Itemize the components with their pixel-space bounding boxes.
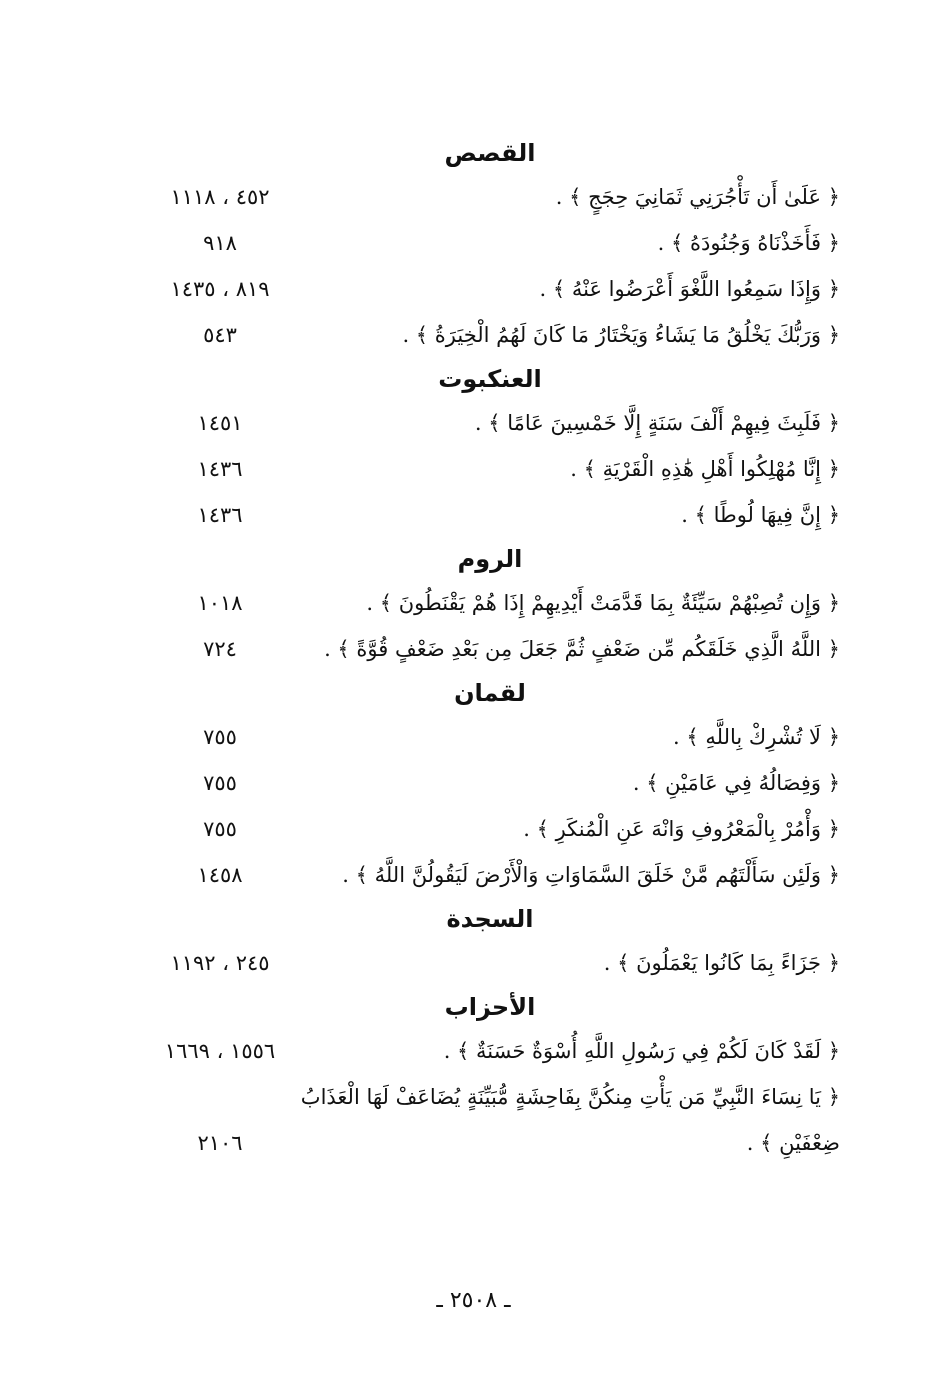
verse-entry <box>140 1074 840 1166</box>
page-references: ٧٥٥ <box>203 725 237 749</box>
verse-text: ﴿ لَقَدْ كَانَ لَكُمْ فِي رَسُولِ اللَّهِ أُسْوَةٌ حَسَنَةٌ ﴾ . <box>443 1039 840 1063</box>
page-references: ٧٥٥ <box>203 817 237 841</box>
surah-heading: لقمان <box>454 679 526 707</box>
verse-entry <box>140 174 840 220</box>
surah-heading: الأحزاب <box>444 993 536 1021</box>
page-references: ٥٤٣ <box>203 323 237 347</box>
page-references: ٢١٠٦ <box>197 1131 243 1155</box>
surah-heading: العنكبوت <box>438 365 542 393</box>
verse-text: ﴿ يَا نِسَاءَ النَّبِيِّ مَن يَأْتِ مِنكُنَّ بِفَاحِشَةٍ مُّبَيِّنَةٍ يُضَاعَفْ لَهَا الْعَذَابُ ضِعْفَيْنِ ﴾ . <box>300 1085 840 1155</box>
verse-entry <box>140 580 840 626</box>
page-references: ١٤٥٨ <box>197 863 243 887</box>
verse-entry <box>140 1028 840 1074</box>
verse-entry <box>140 940 840 986</box>
verse-text: ﴿ فَلَبِثَ فِيهِمْ أَلْفَ سَنَةٍ إِلَّا خَمْسِينَ عَامًا ﴾ . <box>474 411 840 435</box>
verse-entry <box>140 312 840 358</box>
verse-entry <box>140 446 840 492</box>
verse-text: ﴿ وَإِن تُصِبْهُمْ سَيِّئَةٌ بِمَا قَدَّمَتْ أَيْدِيهِمْ إِذَا هُمْ يَقْنَطُونَ ﴾ . <box>366 591 840 615</box>
page-references: ١٤٣٦ <box>197 503 243 527</box>
surah-heading: الروم <box>457 545 523 573</box>
surah-heading: السجدة <box>446 905 534 933</box>
page-references: ١٠١٨ <box>197 591 243 615</box>
page-references: ١٥٥٦ ، ١٦٦٩ <box>164 1039 276 1063</box>
verse-text: ﴿ وَرَبُّكَ يَخْلُقُ مَا يَشَاءُ وَيَخْتَارُ مَا كَانَ لَهُمُ الْخِيَرَةُ ﴾ . <box>402 323 840 347</box>
verse-text: ﴿ وَفِصَالُهُ فِي عَامَيْنِ ﴾ . <box>632 771 840 795</box>
verse-entry <box>140 806 840 852</box>
page-references: ١٤٥١ <box>197 411 243 435</box>
verse-entry <box>140 714 840 760</box>
verse-entry <box>140 760 840 806</box>
verse-entry <box>140 852 840 898</box>
verse-entry <box>140 400 840 446</box>
surah-heading: القصص <box>444 139 536 167</box>
verse-text: ﴿ جَزَاءً بِمَا كَانُوا يَعْمَلُونَ ﴾ . <box>603 951 840 975</box>
surah-section <box>140 898 840 986</box>
page-references: ١٤٣٦ <box>197 457 243 481</box>
verse-text: ﴿ لَا تُشْرِكْ بِاللَّهِ ﴾ . <box>673 725 840 749</box>
page-references: ٧٥٥ <box>203 771 237 795</box>
verse-index <box>140 132 840 1166</box>
page-references: ٩١٨ <box>203 231 237 255</box>
verse-text: ﴿ إِنَّا مُهْلِكُوا أَهْلِ هَٰذِهِ الْقَرْيَةِ ﴾ . <box>570 457 840 481</box>
surah-section <box>140 538 840 672</box>
page-number: ـ ٢٥٠٨ ـ <box>436 1288 511 1313</box>
verse-text: ﴿ وَإِذَا سَمِعُوا اللَّغْوَ أَعْرَضُوا عَنْهُ ﴾ . <box>539 277 840 301</box>
verse-text: ﴿ فَأَخَذْنَاهُ وَجُنُودَهُ ﴾ . <box>657 231 840 255</box>
surah-section <box>140 986 840 1166</box>
page-references: ٤٥٢ ، ١١١٨ <box>170 185 270 209</box>
verse-text: ﴿ وَلَئِن سَأَلْتَهُم مَّنْ خَلَقَ السَّمَاوَاتِ وَالْأَرْضَ لَيَقُولُنَّ اللَّهُ ﴾ . <box>342 863 840 887</box>
surah-section <box>140 132 840 358</box>
page-references: ٢٤٥ ، ١١٩٢ <box>170 951 270 975</box>
verse-entry <box>140 492 840 538</box>
verse-entry <box>140 220 840 266</box>
verse-text: ﴿ عَلَىٰ أَن تَأْجُرَنِي ثَمَانِيَ حِجَجٍ ﴾ . <box>555 185 840 209</box>
verse-text: ﴿ إِنَّ فِيهَا لُوطًا ﴾ . <box>681 503 840 527</box>
verse-entry <box>140 266 840 312</box>
verse-entry <box>140 626 840 672</box>
page-references: ٨١٩ ، ١٤٣٥ <box>170 277 270 301</box>
surah-section <box>140 358 840 538</box>
page-references: ٧٢٤ <box>203 637 237 661</box>
verse-text: ﴿ اللَّهُ الَّذِي خَلَقَكُم مِّن ضَعْفٍ ثُمَّ جَعَلَ مِن بَعْدِ ضَعْفٍ قُوَّةً ﴾ . <box>324 637 840 661</box>
verse-text: ﴿ وَأْمُرْ بِالْمَعْرُوفِ وَانْهَ عَنِ الْمُنكَرِ ﴾ . <box>523 817 840 841</box>
surah-section <box>140 672 840 898</box>
